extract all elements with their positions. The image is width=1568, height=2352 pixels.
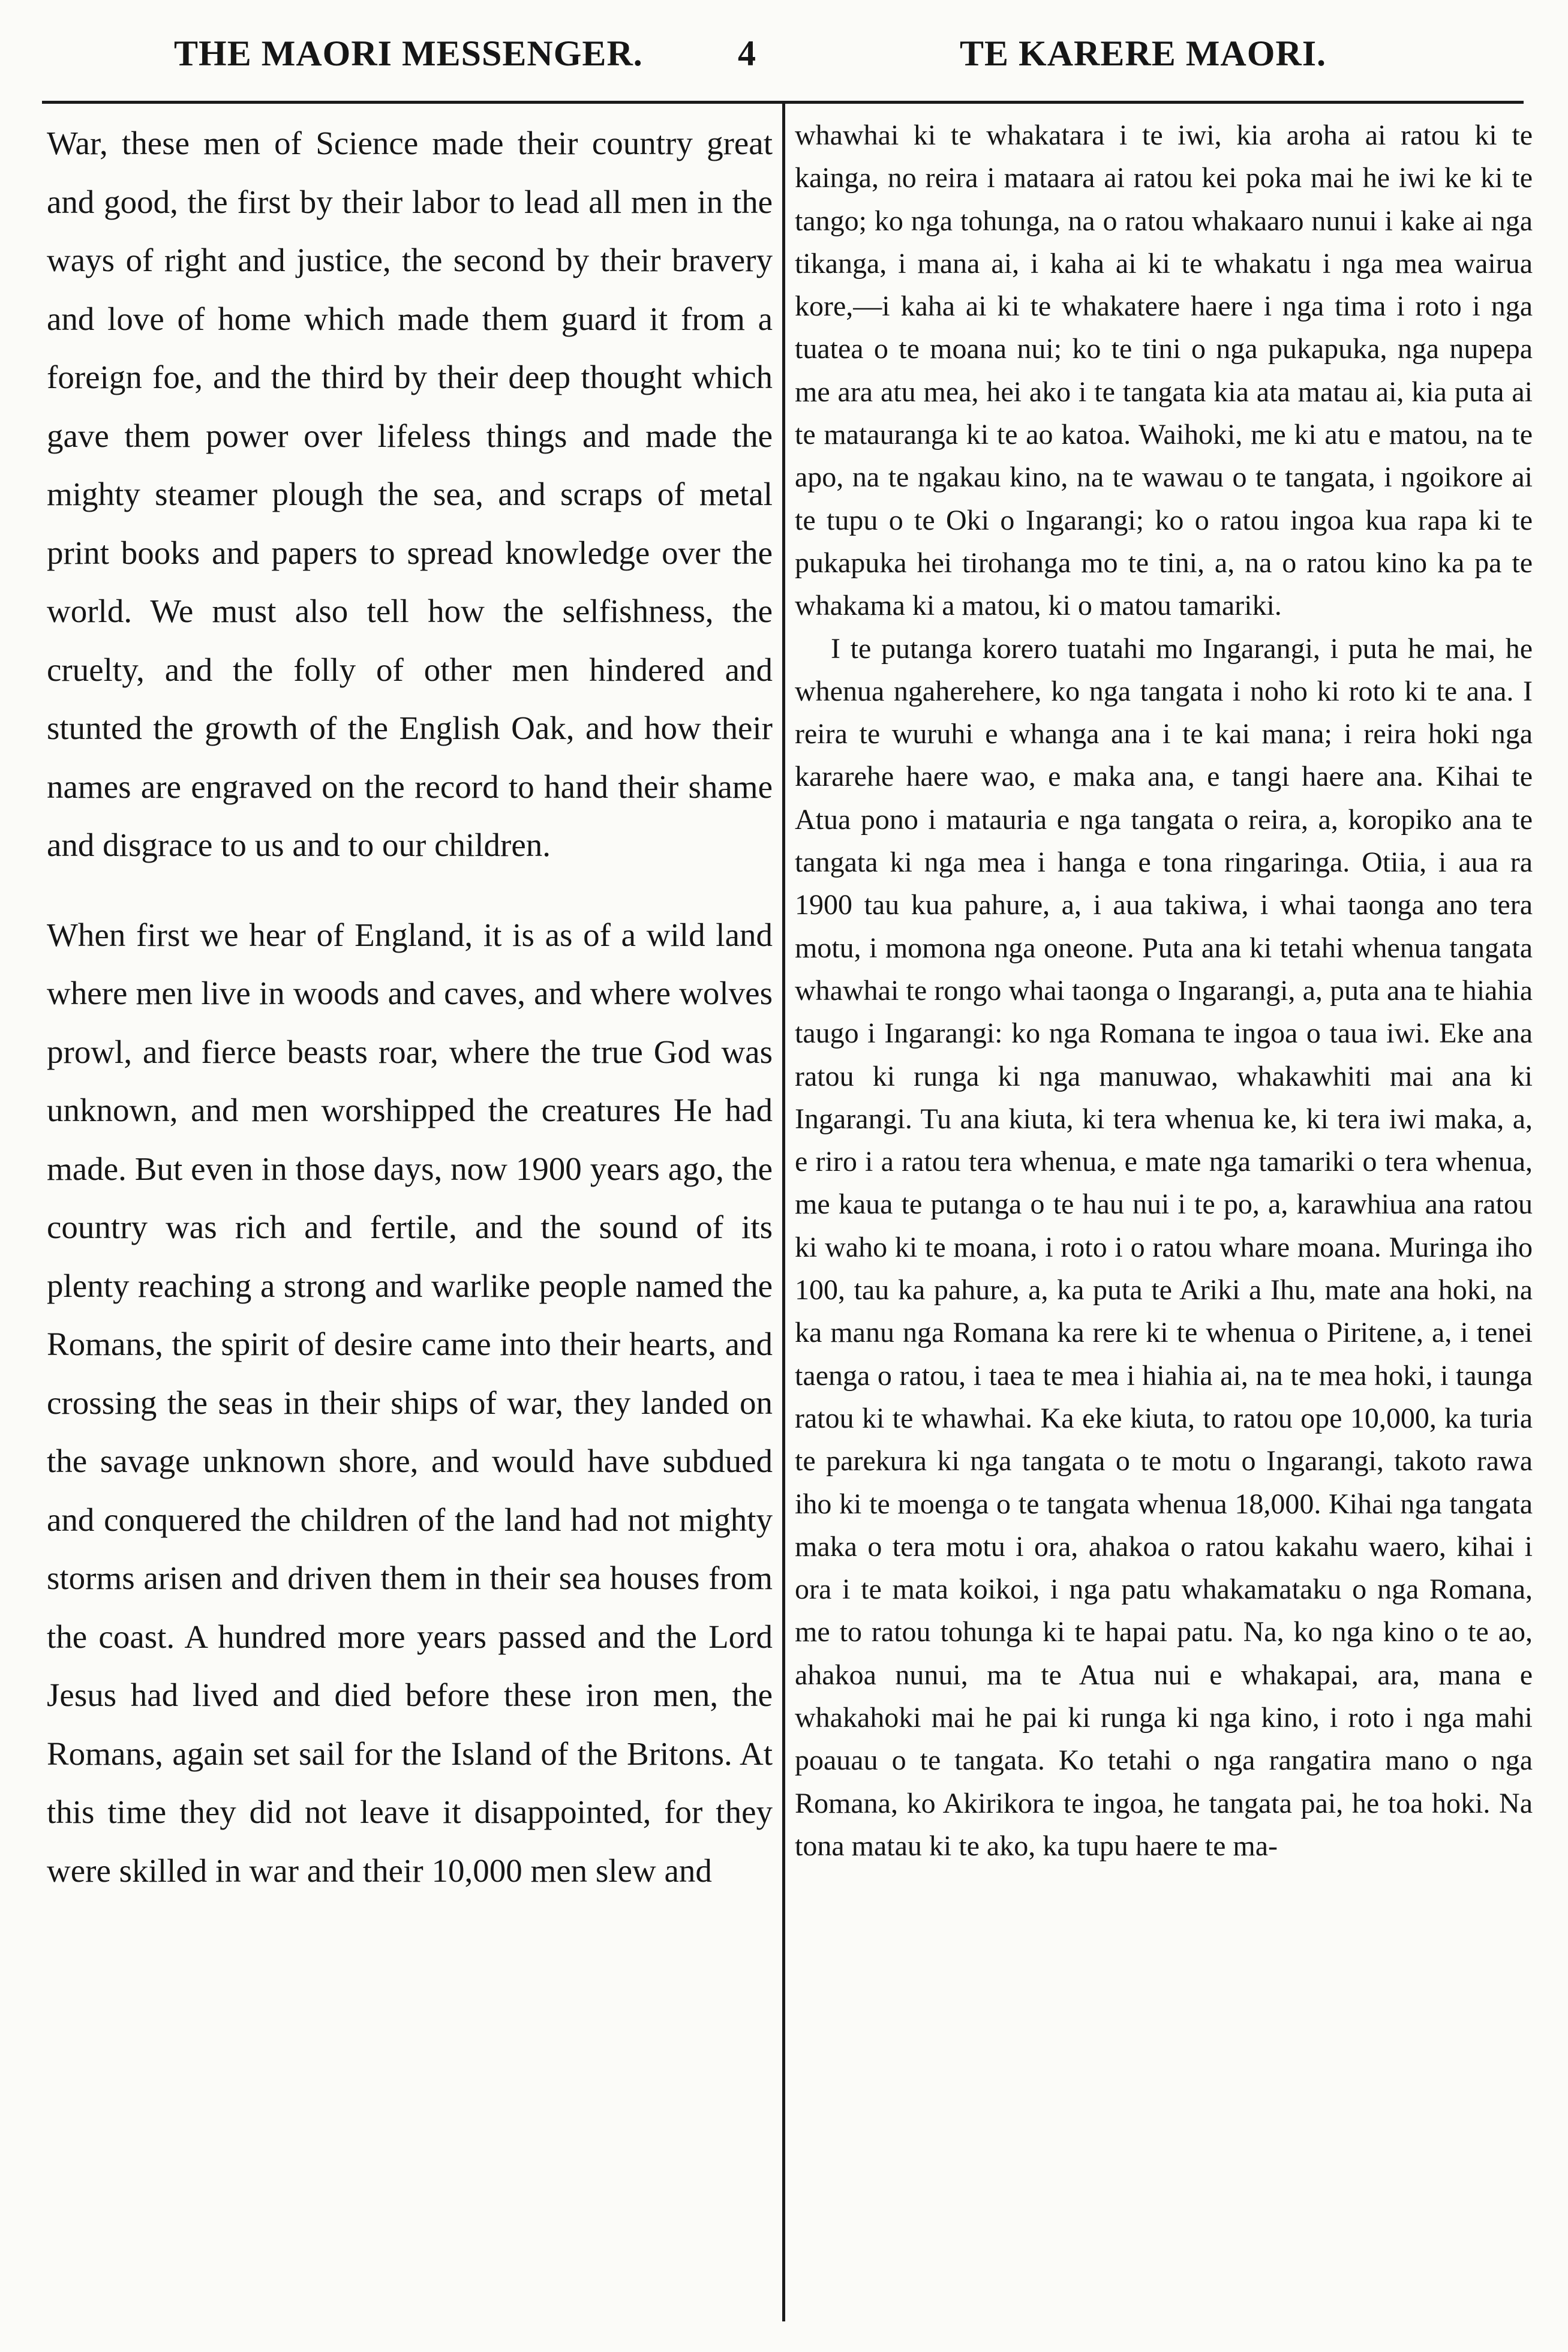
column-divider <box>782 102 785 2321</box>
maori-column <box>795 114 1533 1867</box>
maori-masthead-title: TE KARERE MAORI. <box>960 34 1327 73</box>
english-masthead-title: THE MAORI MESSENGER. <box>174 34 643 73</box>
maori-paragraph-2: I te putanga korero tuatahi mo Ingarangi, i puta he mai, he whenua ngaherehere, ko nga tangata i noho ki roto ki te ana. I reira te wuruhi e whanga ana i te kai mana; i reira hoki nga kararehe haere wao, e maka ana, e tangi haere ana. Kihai te Atua pono i matauria e nga tangata o reira, a, koropiko ana te tangata ki nga mea i hanga e tona ringaringa. Otiia, i aua ra 1900 tau kua pahure, a, i aua takiwa, i whai taonga ano tera motu, i momona nga oneone. Puta ana ki tetahi whenua tangata whawhai te rongo whai taonga o Ingarangi, a, puta ana te hiahia taugo i Ingarangi: ko nga Romana te ingoa o taua iwi. Eke ana ratou ki runga ki nga manuwao, whakawhiti mai ana ki Ingarangi. Tu ana kiuta, ki tera whenua ke, ki tera iwi maka, a, e riro i a ratou tera whenua, e mate nga tamariki o tera whenua, me kaua te putanga o te hau nui i te po, a, karawhiua ana ratou ki waho ki te moana, i roto i o ratou whare moana. Muringa iho 100, tau ka pahure, a, ka puta te Ariki a Ihu, mate ana hoki, na ka manu nga Romana ka rere ki te whenua o Piritene, a, i tenei taenga o ratou, i taea te mea i hiahia ai, na te mea hoki, i taunga ratou ki te whawhai. Ka eke kiuta, to ratou ope 10,000, ka turia te parekura ki nga tangata o te motu o Ingarangi, takoto rawa iho ki te moenga o te tangata whenua 18,000. Kihai nga tangata maka o tera motu i ora, ahakoa o ratou kakahu waero, kihai i ora i te mata koikoi, i nga patu whakamataku o nga Romana, me to ratou tohunga ki te hapai patu. Na, ko nga kino o te ao, ahakoa nunui, ma te Atua nui e whakapai, ara, mana e whakahoki mai he pai ki runga ki nga kino, i roto i nga mahi poauau o te tangata. Ko tetahi o nga rangatira mano o nga Romana, ko Akirikora te ingoa, he tangata pai, he toa hoki. Na tona matau ki te ako, ka tupu haere te ma- <box>795 632 1533 1862</box>
english-column <box>47 114 773 1900</box>
english-paragraph-1: War, these men of Science made their country great and good, the first by their labor to lead all men in the ways of right and justice, the second by their bravery and love of home which made them guard it from a foreign foe, and the third by their deep thought which gave them power over lifeless things and made the mighty steamer plough the sea, and scraps of metal print books and papers to spread knowledge over the world. We must also tell how the selfishness, the cruelty, and the folly of other men hindered and stunted the growth of the English Oak, and how their names are engraved on the record to hand their shame and disgrace to us and to our children. <box>47 125 773 863</box>
maori-paragraph-1: whawhai ki te whakatara i te iwi, kia aroha ai ratou ki te kainga, no reira i mataara ai ratou kei poka mai he iwi ke ki te tango; ko nga tohunga, na o ratou whakaaro nunui i kake ai nga tikanga, i mana ai, i kaha ai ki te whakatu i nga mea wairua kore,—i kaha ai ki te whakatere haere i nga tima i roto i nga tuatea o te moana nui; ko te tini o nga pukapuka, nga nupepa me ara atu mea, hei ako i te tangata kia ata matau ai, kia puta ai te matauranga ki te ao katoa. Waihoki, me ki atu e matou, na te apo, na te ngakau kino, na te wawau o te tangata, i ngoikore ai te tupu o te Oki o Ingarangi; ko o ratou ingoa kua rapa ki te pukapuka hei tirohanga mo te tini, a, na o ratou kino ka pa te whakama ki a matou, ki o matou tamariki. <box>795 119 1533 622</box>
english-paragraph-2: When first we hear of England, it is as of a wild land where men live in woods and caves, and where wolves prowl, and fierce beasts roar, where the true God was unknown, and men worshipped the creatures He had made. But even in those days, now 1900 years ago, the country was rich and fertile, and the sound of its plenty reaching a strong and warlike people named the Romans, the spirit of desire came into their hearts, and crossing the seas in their ships of war, they landed on the savage unknown shore, and would have subdued and conquered the children of the land had not mighty storms arisen and driven them in their sea houses from the coast. A hundred more years passed and the Lord Jesus had lived and died before these iron men, the Romans, again set sail for the Island of the Britons. At this time they did not leave it disappointed, for they were skilled in war and their 10,000 men slew and <box>47 916 773 1889</box>
page-number: 4 <box>738 34 756 73</box>
page-header <box>0 21 1568 87</box>
